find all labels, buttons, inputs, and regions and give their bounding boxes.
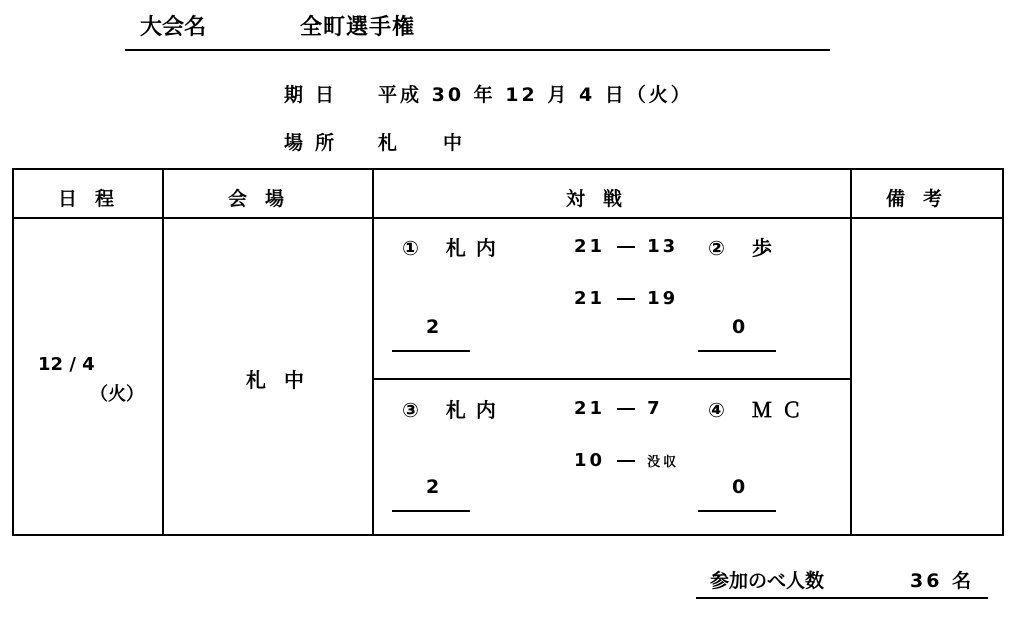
header-venue: 会場 (228, 188, 303, 210)
match1-team-b: ② 歩 (708, 236, 782, 260)
match1-set1-score (574, 236, 678, 257)
schedule-table (12, 168, 1004, 536)
column-divider (162, 170, 164, 534)
match-divider (372, 378, 852, 380)
set-score-a: 21 (574, 288, 606, 309)
set-score-b: 7 (647, 398, 663, 419)
score-dash (617, 460, 635, 462)
set-score-a: 21 (574, 398, 606, 419)
match2-team-a: ③ 札内 (402, 398, 506, 422)
result-underline (698, 510, 776, 512)
set-score-b: 19 (647, 288, 679, 309)
column-divider (850, 170, 852, 534)
match2-result-a: 2 (426, 476, 440, 498)
date-value: 平成 30 年 12 月 4 日（火） (378, 84, 693, 106)
participants-count: 36 名 (910, 570, 975, 592)
score-dash (617, 408, 635, 410)
set-score-a: 21 (574, 236, 606, 257)
result-underline (392, 350, 470, 352)
header-remarks: 備考 (886, 188, 961, 210)
score-dash (617, 298, 635, 300)
place-label: 場所 (284, 132, 347, 154)
set-score-b: 没収 (647, 455, 680, 470)
set-score-b: 13 (647, 236, 679, 257)
header-underline (125, 49, 830, 51)
tournament-name: 全町選手権 (300, 15, 416, 40)
match2-set2-score (574, 450, 679, 471)
header-match: 対戦 (566, 188, 641, 210)
set-score-a: 10 (574, 450, 606, 471)
tournament-label: 大会名 (140, 15, 207, 40)
column-divider (372, 170, 374, 534)
participants-label: 参加のべ人数 (710, 570, 825, 592)
schedule-date: 12 / 4 (38, 354, 95, 375)
header-schedule: 日程 (58, 188, 133, 210)
match1-result-b: 0 (732, 316, 746, 338)
match1-set2-score (574, 288, 678, 309)
score-dash (617, 246, 635, 248)
match2-set1-score (574, 398, 663, 419)
venue-name: 札中 (246, 368, 322, 392)
match1-result-a: 2 (426, 316, 440, 338)
schedule-weekday: （火） (90, 384, 144, 405)
header-row-divider (14, 217, 1002, 219)
match2-result-b: 0 (732, 476, 746, 498)
match2-team-b: ④ ＭＣ (708, 398, 812, 422)
date-label: 期日 (284, 84, 347, 106)
place-value: 札中 (378, 132, 509, 154)
footer-underline (696, 597, 988, 599)
result-underline (392, 510, 470, 512)
match1-team-a: ① 札内 (402, 236, 506, 260)
result-underline (698, 350, 776, 352)
